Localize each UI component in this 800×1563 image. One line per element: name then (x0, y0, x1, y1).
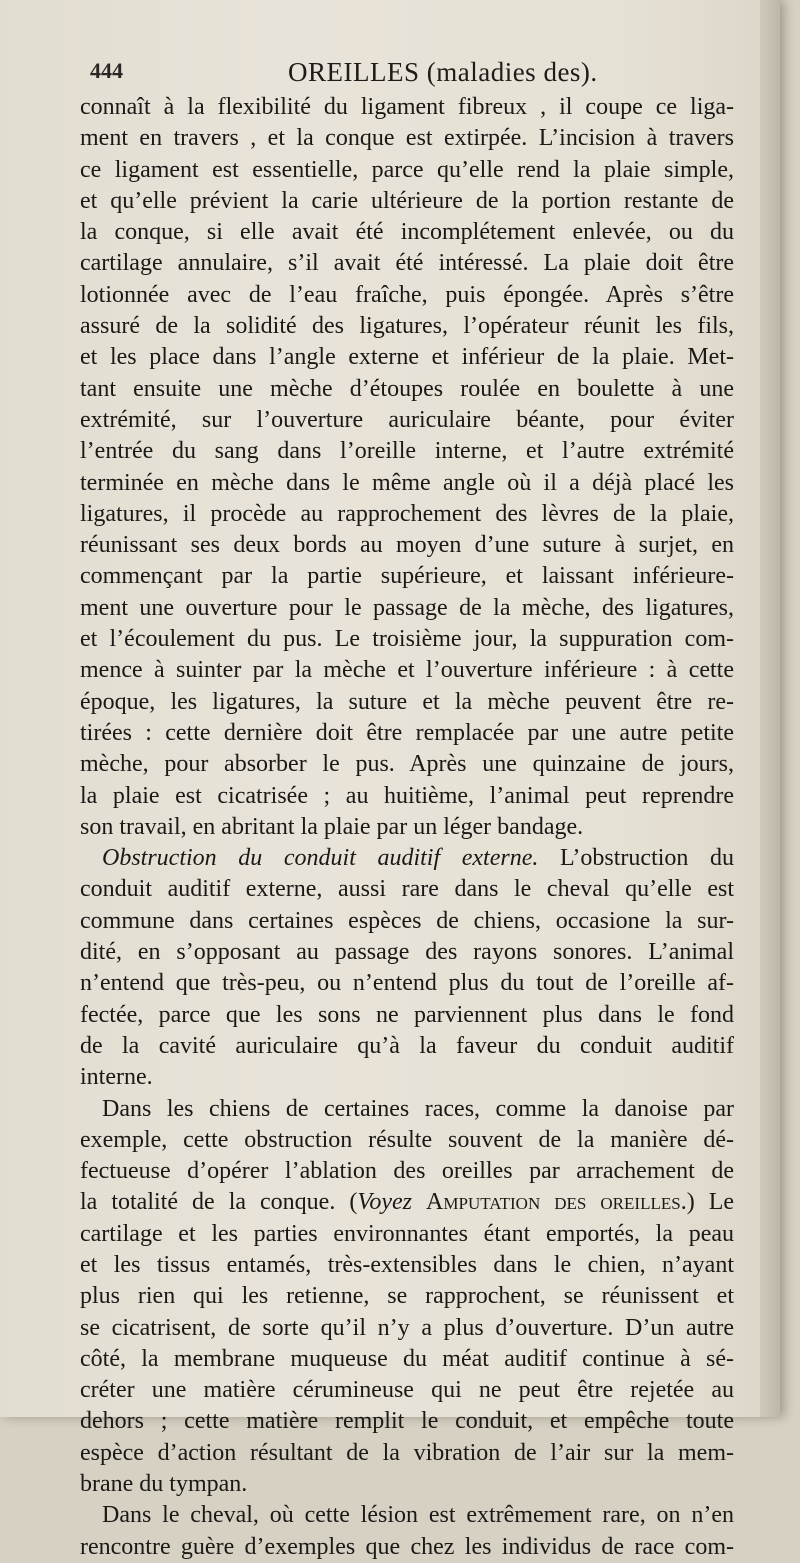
text-line: brane du tympan. (80, 1471, 248, 1498)
text-line: espèce d’action résultant de la vibration de l’air sur la mem- (80, 1439, 734, 1466)
text-line: cartilage et les parties environnantes étant emportés, la peau (80, 1220, 734, 1247)
text-line: interne. (80, 1064, 153, 1091)
text-line: et les place dans l’angle externe et inférieur de la plaie. Met- (80, 344, 734, 371)
text-line: commune dans certaines espèces de chiens, occasione la sur- (80, 907, 734, 934)
text-line: côté, la membrane muqueuse du méat auditif continue à sé- (80, 1345, 734, 1372)
page-number: 444 (90, 58, 123, 83)
text-line: tant ensuite une mèche d’étoupes roulée en boulette à une (80, 375, 734, 402)
text-line: dité, en s’opposant au passage des rayons sonores. L’animal (80, 939, 734, 966)
voyez-word: Voyez (357, 1189, 413, 1216)
text-line: la plaie est cicatrisée ; au huitième, l’animal peut reprendre (80, 782, 734, 809)
text-line: fectueuse d’opérer l’ablation des oreilles par arrachement de (80, 1158, 734, 1185)
text-line: époque, les ligatures, la suture et la mèche peuvent être re- (80, 688, 734, 715)
text-line: rencontre guère d’exemples que chez les individus de race com- (80, 1533, 734, 1560)
text-line: exemple, cette obstruction résulte souvent de la manière dé- (80, 1126, 734, 1153)
section-heading: Obstruction du conduit auditif externe. (102, 845, 539, 872)
text-line: se cicatrisent, de sorte qu’il n’y a plus d’ouverture. D’un autre (80, 1314, 734, 1341)
text-line: conduit auditif externe, aussi rare dans le cheval qu’elle est (80, 876, 734, 903)
text-line: mence à suinter par la mèche et l’ouverture inférieure : à cette (80, 657, 734, 684)
text-span: la totalité de la conque. ( (80, 1189, 358, 1216)
text-line: ment en travers , et la conque est extirpée. L’incision à travers (80, 125, 734, 152)
text-line: n’entend que très-peu, ou n’entend plus du tout de l’oreille af- (80, 970, 734, 997)
running-title: OREILLES (maladies des). (288, 57, 598, 87)
text-line: commençant par la partie supérieure, et laissant inférieure- (80, 563, 734, 590)
text-line: créter une matière cérumineuse qui ne peut être rejetée au (80, 1377, 734, 1404)
text-line: ce ligament est essentielle, parce qu’elle rend la plaie simple, (80, 156, 734, 183)
text-line: mèche, pour absorber le pus. Après une quinzaine de jours, (80, 751, 734, 778)
text-line: lotionnée avec de l’eau fraîche, puis épongée. Après s’être (80, 281, 734, 308)
text-line: de la cavité auriculaire qu’à la faveur du conduit auditif (80, 1032, 734, 1059)
body-text (80, 92, 734, 1563)
text-line: extrémité, sur l’ouverture auriculaire béante, pour éviter (80, 406, 734, 433)
text-span: .) Le (680, 1189, 735, 1216)
section-heading-line (80, 843, 734, 874)
text-line: et qu’elle prévient la carie ultérieure de la portion restante de (80, 187, 734, 214)
text-line: fectée, parce que les sons ne parviennent plus dans le fond (80, 1001, 734, 1028)
cross-reference: Amputation des oreilles (426, 1189, 681, 1216)
text-line: réunissant ses deux bords au moyen d’une suture à surjet, en (80, 532, 734, 559)
text-line: l’entrée du sang dans l’oreille interne, et l’autre extrémité (80, 438, 734, 465)
page-edge (760, 0, 780, 1417)
text-line: la conque, si elle avait été incomplétement enlevée, ou du (80, 219, 734, 246)
text-line: son travail, en abritant la plaie par un léger bandage. (80, 813, 584, 840)
cross-reference-line (80, 1187, 734, 1218)
text-line: connaît à la flexibilité du ligament fibreux , il coupe ce liga- (80, 94, 734, 120)
text-line: ligatures, il procède au rapprochement des lèvres de la plaie, (80, 500, 734, 527)
text-line: Dans le cheval, où cette lésion est extrêmement rare, on n’en (102, 1502, 734, 1529)
text-line: et les tissus entamés, très-extensibles dans le chien, n’ayant (80, 1251, 734, 1278)
text-line: assuré de la solidité des ligatures, l’opérateur réunit les fils, (80, 313, 734, 340)
text-span: L’obstruction du (538, 845, 734, 872)
text-line: terminée en mèche dans le même angle où il a déjà placé les (80, 469, 734, 496)
text-line: tirées : cette dernière doit être remplacée par une autre petite (80, 719, 734, 746)
text-line: plus rien qui les retienne, se rapprochent, se réunissent et (80, 1283, 734, 1310)
page-header (88, 48, 728, 88)
text-line: dehors ; cette matière remplit le conduit, et empêche toute (80, 1408, 734, 1435)
text-line: et l’écoulement du pus. Le troisième jour, la suppuration com- (80, 626, 734, 653)
text-line: ment une ouverture pour le passage de la mèche, des ligatures, (80, 594, 734, 621)
text-line: cartilage annulaire, s’il avait été intéressé. La plaie doit être (80, 250, 734, 277)
text-line: Dans les chiens de certaines races, comme la danoise par (102, 1095, 734, 1122)
